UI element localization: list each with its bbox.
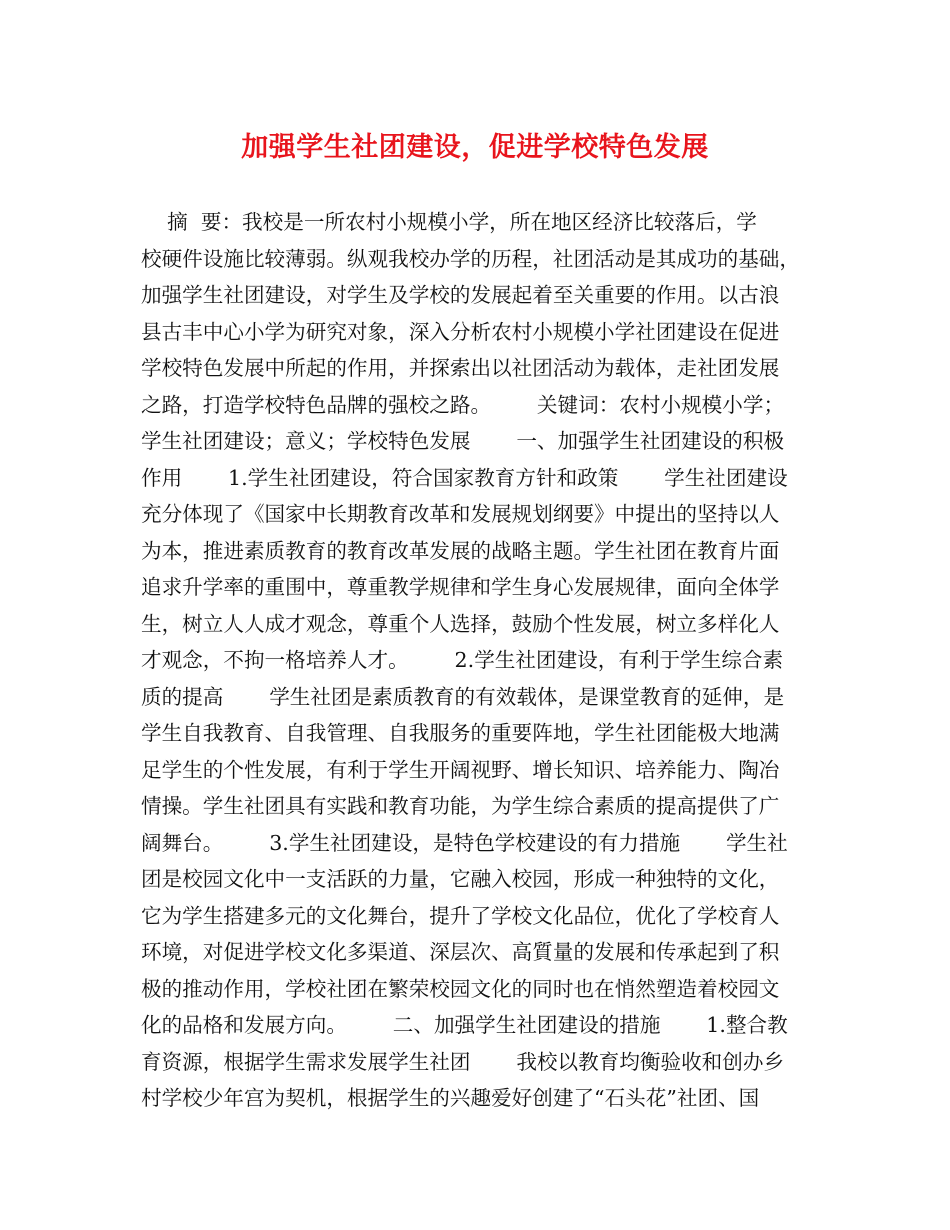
text-line: 情操。学生社团具有实践和教育功能，为学生综合素质的提高提供了广 [141,794,780,818]
text-line: 学生自我教育、自我管理、自我服务的重要阵地，学生社团能极大地满 [141,721,780,745]
text-line: 之路，打造学校特色品牌的强校之路。 关键词：农村小规模小学； [141,392,785,417]
text-line: 加强学生社团建设，对学生及学校的发展起着至关重要的作用。以古浪 [141,283,780,307]
document-body [141,204,813,1117]
text-line: 质的提高 学生社团是素质教育的有效载体，是课堂教育的延伸，是 [141,684,785,709]
text-line: 足学生的个性发展，有利于学生开阔视野、增长知识、培养能力、陶冶 [141,757,780,782]
text-line: 极的推动作用，学校社团在繁荣校园文化的同时也在悄然塑造着校园文 [141,976,780,1001]
text-line: 才观念，不拘一格培养人才。 2.学生社团建设，有利于学生综合素 [141,648,784,672]
text-line: 为本，推进素质教育的教育改革发展的战略主题。学生社团在教育片面 [141,538,780,563]
text-line: 校硬件设施比较薄弱。纵观我校办学的历程，社团活动是其成功的基础， [141,246,800,271]
text-line: 团是校园文化中一支活跃的力量，它融入校园，形成一种独特的文化， [141,867,780,891]
text-line: 生，树立人人成才观念，尊重个人选择，鼓励个性发展，树立多样化人 [141,611,780,636]
text-line: 化的品格和发展方向。 二、加强学生社团建设的措施 1.整合教 [141,1013,788,1037]
text-line: 阔舞台。 3.学生社团建设，是特色学校建设的有力措施 学生社 [141,830,788,855]
text-line: 村学校少年宫为契机，根据学生的兴趣爱好创建了“石头花”社团、国 [141,1086,760,1110]
text-line: 县古丰中心小学为研究对象，深入分析农村小规模小学社团建设在促进 [141,319,780,344]
text-line: 学生社团建设；意义；学校特色发展 一、加强学生社团建设的积极 [141,429,785,453]
text-line: 充分体现了《国家中长期教育改革和发展规划纲要》中提出的坚持以人 [141,502,780,526]
text-line: 育资源，根据学生需求发展学生社团 我校以教育均衡验收和创办乡 [141,1049,785,1074]
text-line: 作用 1.学生社团建设，符合国家教育方针和政策 学生社团建设 [141,465,788,490]
text-line: 环境，对促进学校文化多渠道、深层次、高質量的发展和传承起到了积 [141,940,780,964]
document-title: 加强学生社团建设，促进学校特色发展 [241,132,709,163]
text-line: 它为学生搭建多元的文化舞台，提升了学校文化品位，优化了学校育人 [141,903,780,928]
text-line: 摘 要：我校是一所农村小规模小学，所在地区经济比较落后，学 [141,210,757,234]
text-line: 学校特色发展中所起的作用，并探索出以社团活动为载体，走社团发展 [141,356,780,380]
text-line: 追求升学率的重围中，尊重教学规律和学生身心发展规律，面向全体学 [141,575,780,599]
